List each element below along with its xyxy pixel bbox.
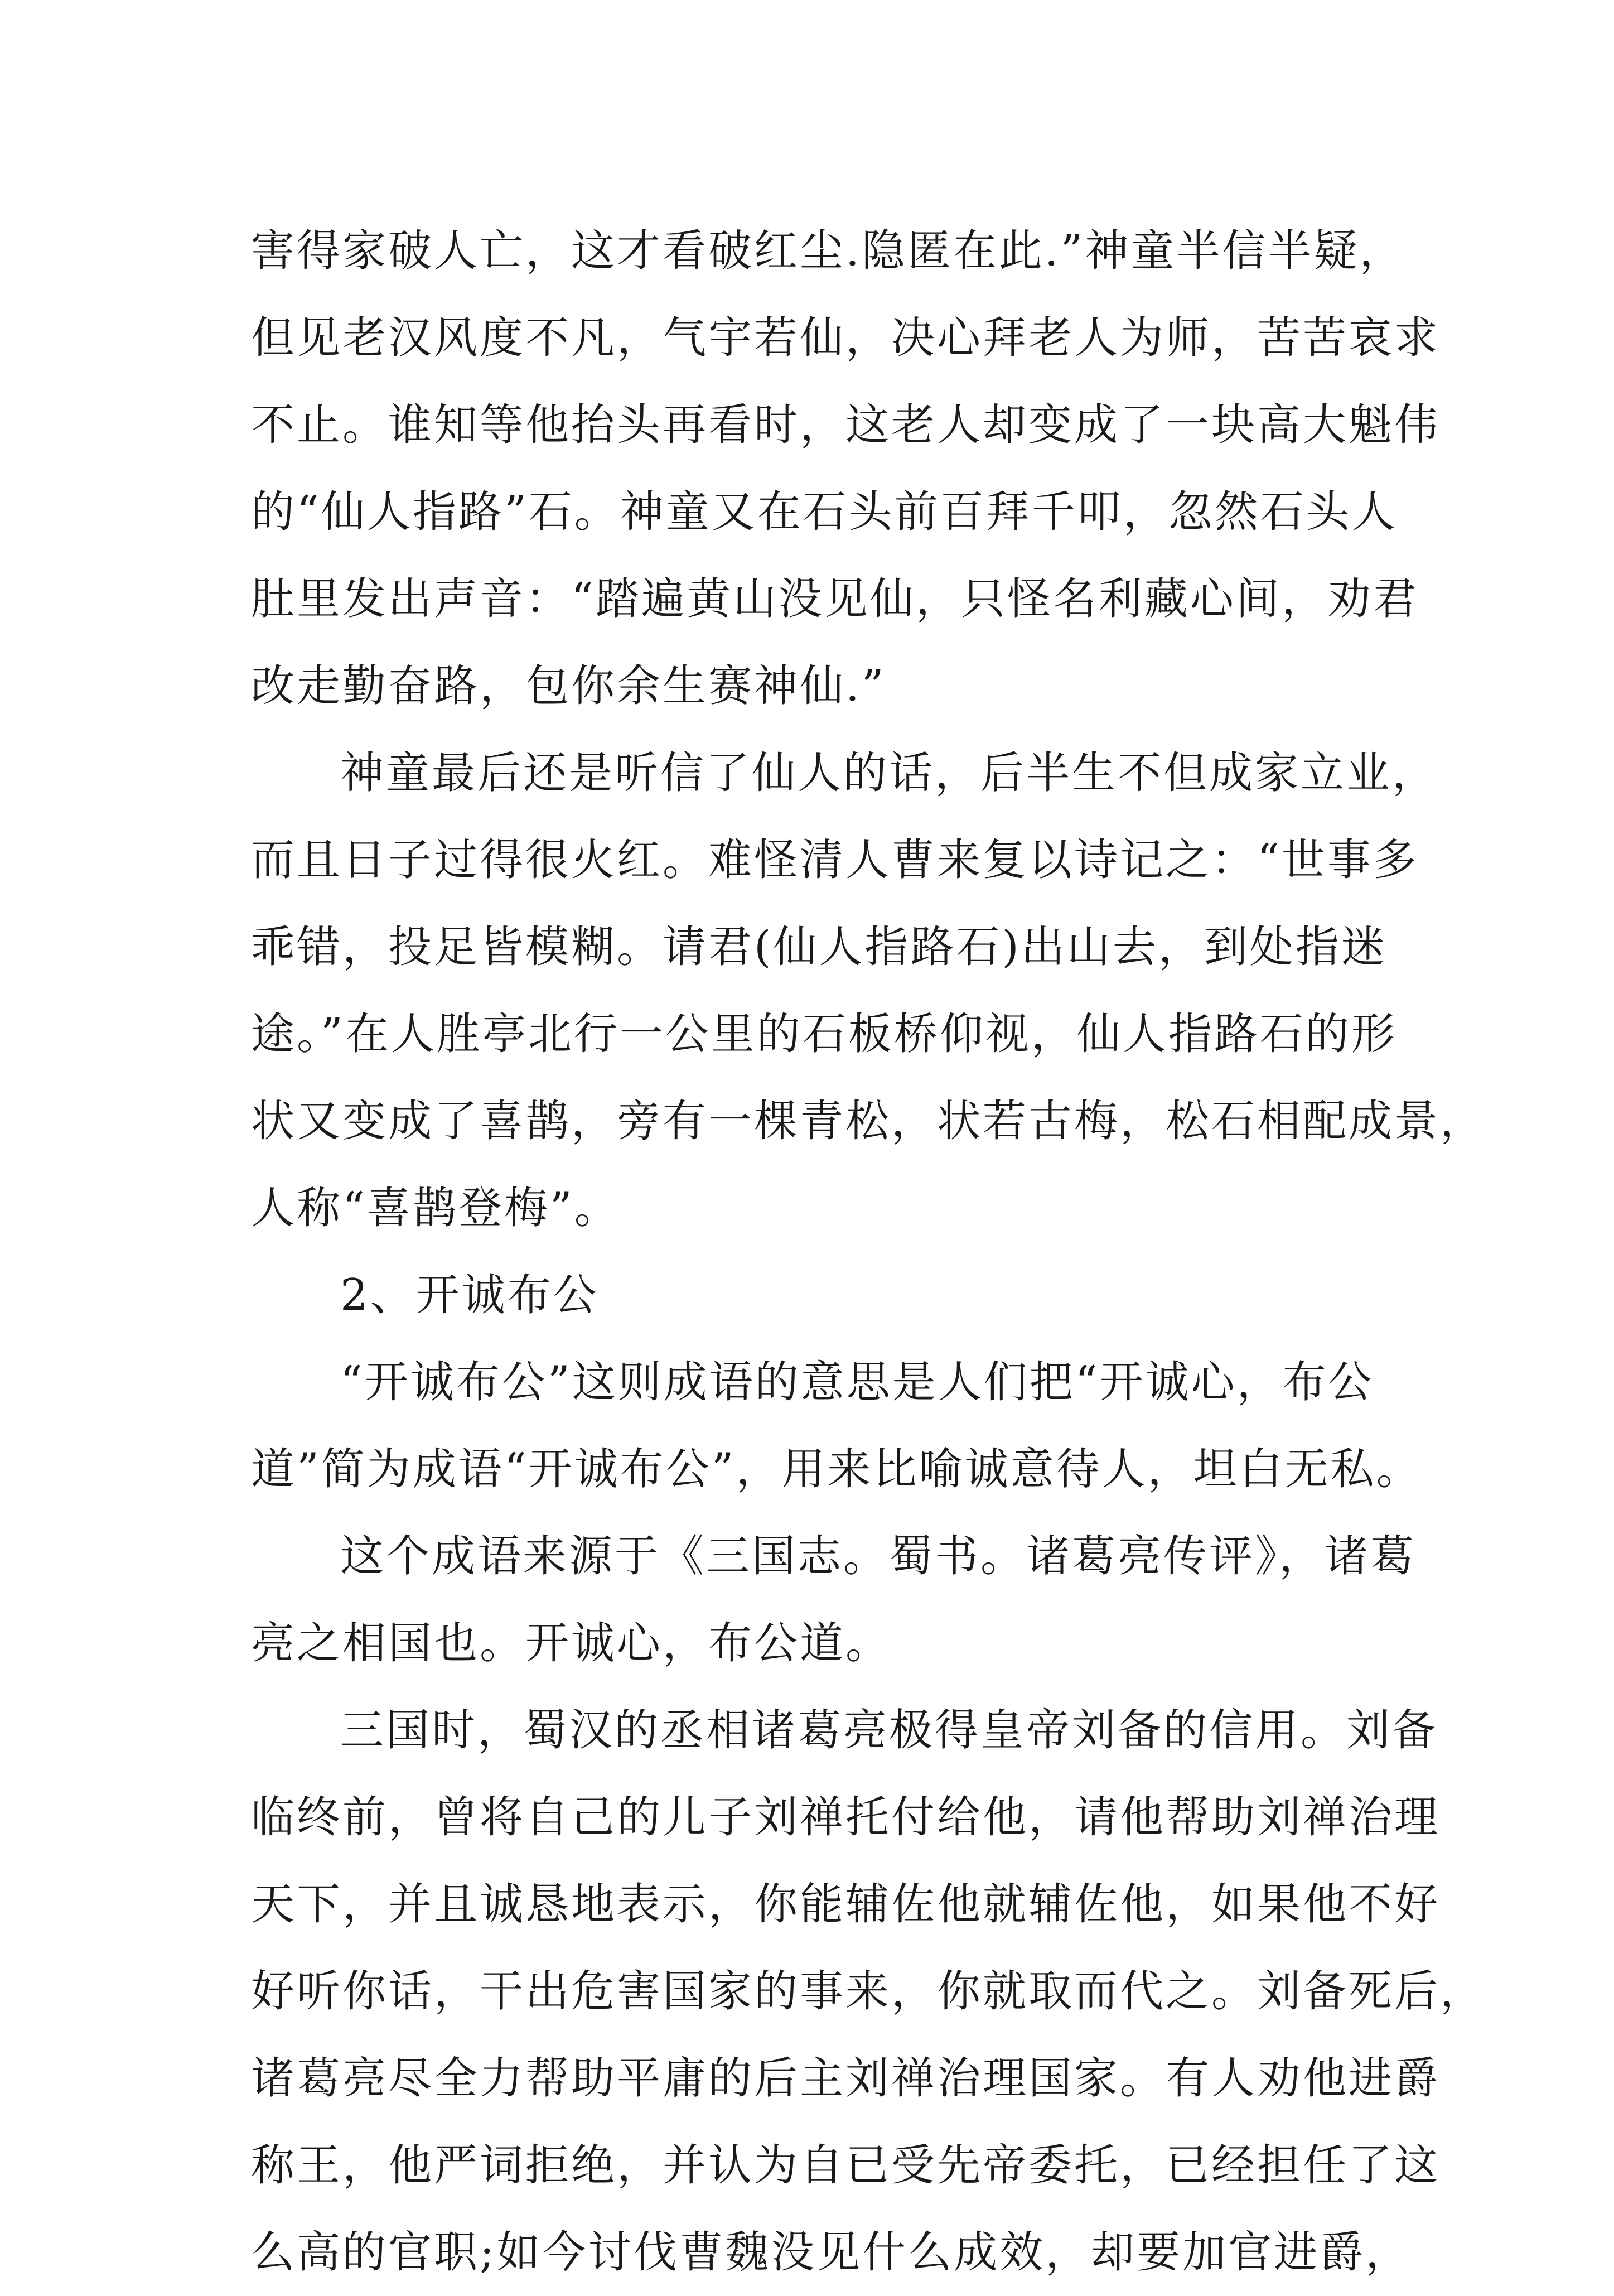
text-line: 临终前，曾将自己的儿子刘禅托付给他，请他帮助刘禅治理: [251, 1792, 1441, 1842]
text-line: 天下，并且诚恳地表示，你能辅佐他就辅佐他，如果他不好: [251, 1879, 1441, 1930]
text-line: 称王，他严词拒绝，并认为自已受先帝委托，已经担任了这: [251, 2140, 1441, 2191]
text-line: 状又变成了喜鹊，旁有一棵青松，状若古梅，松石相配成景，: [251, 1096, 1486, 1146]
section-heading: 2、开诚布公: [340, 1270, 599, 1320]
text-line: 的“仙人指路”石。神童又在石头前百拜千叩，忽然石头人: [251, 487, 1398, 537]
text-line: 亮之相国也。开诚心，布公道。: [251, 1618, 892, 1668]
paragraph-start-line: 这个成语来源于《三国志。蜀书。诸葛亮传评》，诸葛: [340, 1531, 1417, 1581]
text-line: 而且日子过得很火红。难怪清人曹来复以诗记之：“世事多: [251, 835, 1419, 885]
text-line: 诸葛亮尽全力帮助平庸的后主刘禅治理国家。有人劝他进爵: [251, 2053, 1441, 2104]
body-text: [251, 208, 1486, 2296]
text-line: 途。”在人胜亭北行一公里的石板桥仰视，仙人指路石的形: [251, 1009, 1397, 1059]
text-line: 改走勤奋路，包你余生赛神仙.”: [251, 661, 886, 711]
paragraph-start-line: 神童最后还是听信了仙人的话，后半生不但成家立业，: [340, 748, 1438, 798]
text-line: 但见老汉风度不凡，气宇若仙，决心拜老人为师，苦苦哀求: [251, 313, 1441, 363]
text-line: 好听你话，干出危害国家的事来，你就取而代之。刘备死后，: [251, 1966, 1486, 2017]
text-line: 不止。谁知等他抬头再看时，这老人却变成了一块高大魁伟: [251, 400, 1441, 450]
text-line: 道”简为成语“开诚布公”，用来比喻诚意待人，坦白无私。: [251, 1444, 1422, 1494]
paragraph-start-line: 三国时，蜀汉的丞相诸葛亮极得皇帝刘备的信用。刘备: [340, 1705, 1438, 1755]
text-line: 乖错，投足皆模糊。请君(仙人指路石)出山去，到处指迷: [251, 922, 1387, 972]
text-line: 害得家破人亡，这才看破红尘.隐匿在此.”神童半信半疑，: [251, 226, 1405, 276]
text-line: 人称“喜鹊登梅”。: [251, 1183, 620, 1233]
text-line: 肚里发出声音：“踏遍黄山没见仙，只怪名利藏心间，劝君: [251, 574, 1419, 624]
text-line: 么高的官职;如今讨伐曹魏没见什么成效，却要加官进爵，: [251, 2227, 1412, 2278]
paragraph-start-line: “开诚布公”这则成语的意思是人们把“开诚心，布公: [340, 1357, 1374, 1407]
